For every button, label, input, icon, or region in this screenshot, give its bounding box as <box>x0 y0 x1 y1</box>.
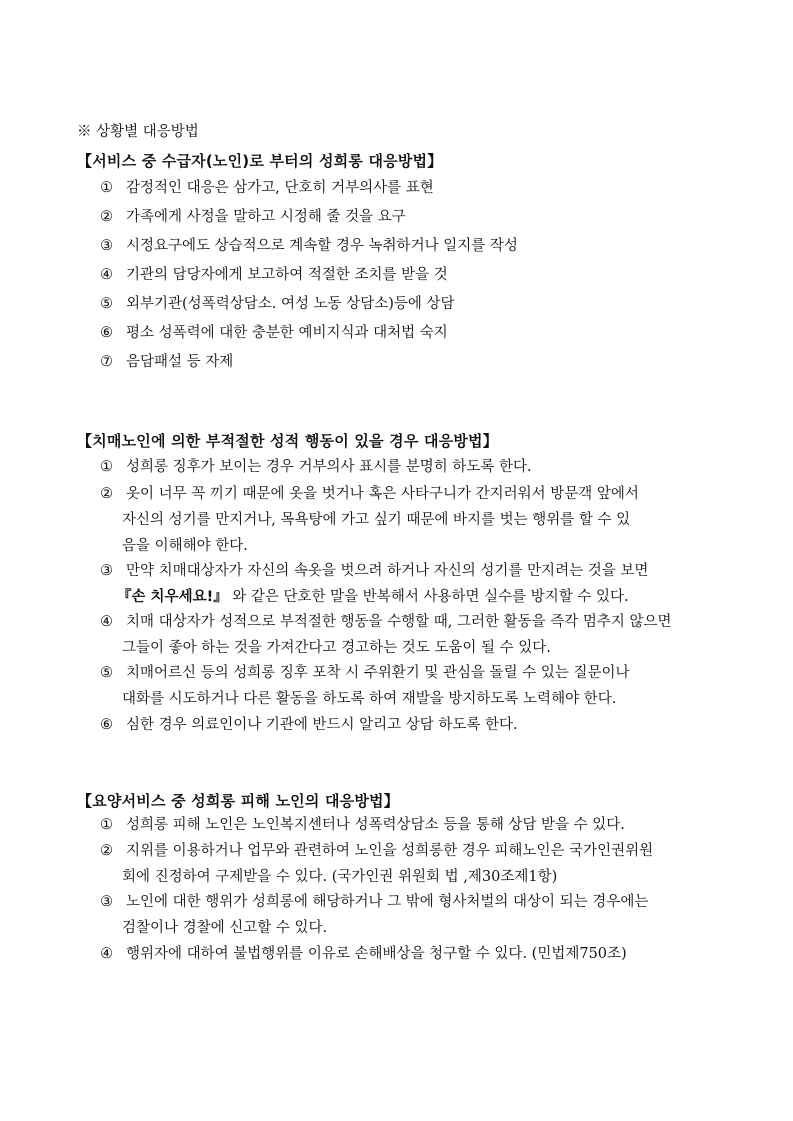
list-item: ⑤ 치매어르신 등의 성희롱 징후 포착 시 주위환기 및 관심을 돌릴 수 있는 질문이나 <box>100 665 630 681</box>
list-item-continuation: 대화를 시도하거나 다른 활동을 하도록 하여 재발을 방지하도록 노력해야 한다. <box>122 691 617 707</box>
list-item: ④ 행위자에 대하여 불법행위를 이유로 손해배상을 청구할 수 있다. (민법제750조) <box>100 946 627 962</box>
list-item: ④ 치매 대상자가 성적으로 부적절한 행동을 수행할 때, 그러한 활동을 즉각 멈추지 않으면 <box>100 614 672 630</box>
list-item: ① 감정적인 대응은 삼가고, 단호히 거부의사를 표현 <box>100 180 434 196</box>
list-item: ② 지위를 이용하거나 업무와 관련하여 노인을 성희롱한 경우 피해노인은 국가인권위원 <box>100 843 654 859</box>
list-item-continuation: 음을 이해해야 한다. <box>122 538 248 554</box>
list-item-continuation: 검찰이나 경찰에 신고할 수 있다. <box>122 920 328 936</box>
list-item: ③ 시정요구에도 상습적으로 계속할 경우 녹취하거나 일지를 작성 <box>100 238 518 254</box>
list-item: ② 가족에게 사정을 말하고 시정해 줄 것을 요구 <box>100 209 406 225</box>
list-item: ④ 기관의 담당자에게 보고하여 적절한 조치를 받을 것 <box>100 267 448 283</box>
list-item-continuation: 그들이 좋아 하는 것을 가져간다고 경고하는 것도 도움이 될 수 있다. <box>122 640 551 656</box>
list-item: ① 성희롱 피해 노인은 노인복지센터나 성폭력상담소 등을 통해 상담 받을 수 있다. <box>100 817 625 833</box>
list-item-continuation: 『손 치우세요!』 와 같은 단호한 말을 반복해서 사용하면 실수를 방지할 수 있다. <box>117 589 629 605</box>
list-item-continuation: 회에 진정하여 구제받을 수 있다. (국가인권 위원회 법 ,제30조제1항) <box>122 869 558 885</box>
section1-title: 【서비스 중 수급자(노인)로 부터의 성희롱 대응방법】 <box>77 152 443 170</box>
list-item: ⑥ 평소 성폭력에 대한 충분한 예비지식과 대처법 숙지 <box>100 325 448 341</box>
list-item: ③ 노인에 대한 행위가 성희롱에 해당하거나 그 밖에 형사처벌의 대상이 되는 경우에는 <box>100 894 649 910</box>
section3-title: 【요양서비스 중 성희롱 피해 노인의 대응방법】 <box>77 792 399 810</box>
list-item: ② 옷이 너무 꼭 끼기 때문에 옷을 벗거나 혹은 사타구니가 간지러워서 방문객 앞에서 <box>100 486 639 502</box>
section2-title: 【치매노인에 의한 부적절한 성적 행동이 있을 경우 대응방법】 <box>77 432 498 450</box>
list-item: ⑦ 음담패설 등 자제 <box>100 354 234 370</box>
list-item: ⑥ 심한 경우 의료인이나 기관에 반드시 알리고 상담 하도록 한다. <box>100 717 518 733</box>
emphasis-phrase: 『손 치우세요!』 <box>117 589 228 605</box>
list-item: ⑤ 외부기관(성폭력상담소. 여성 노동 상담소)등에 상담 <box>100 296 455 312</box>
list-item-continuation: 자신의 성기를 만지거나, 목욕탕에 가고 싶기 때문에 바지를 벗는 행위를 할 수 있 <box>122 512 631 528</box>
list-item: ③ 만약 치매대상자가 자신의 속옷을 벗으려 하거나 자신의 성기를 만지려는 것을 보면 <box>100 563 649 579</box>
list-item: ① 성희롱 징후가 보이는 경우 거부의사 표시를 분명히 하도록 한다. <box>100 459 532 475</box>
note-heading: ※ 상황별 대응방법 <box>77 124 199 140</box>
